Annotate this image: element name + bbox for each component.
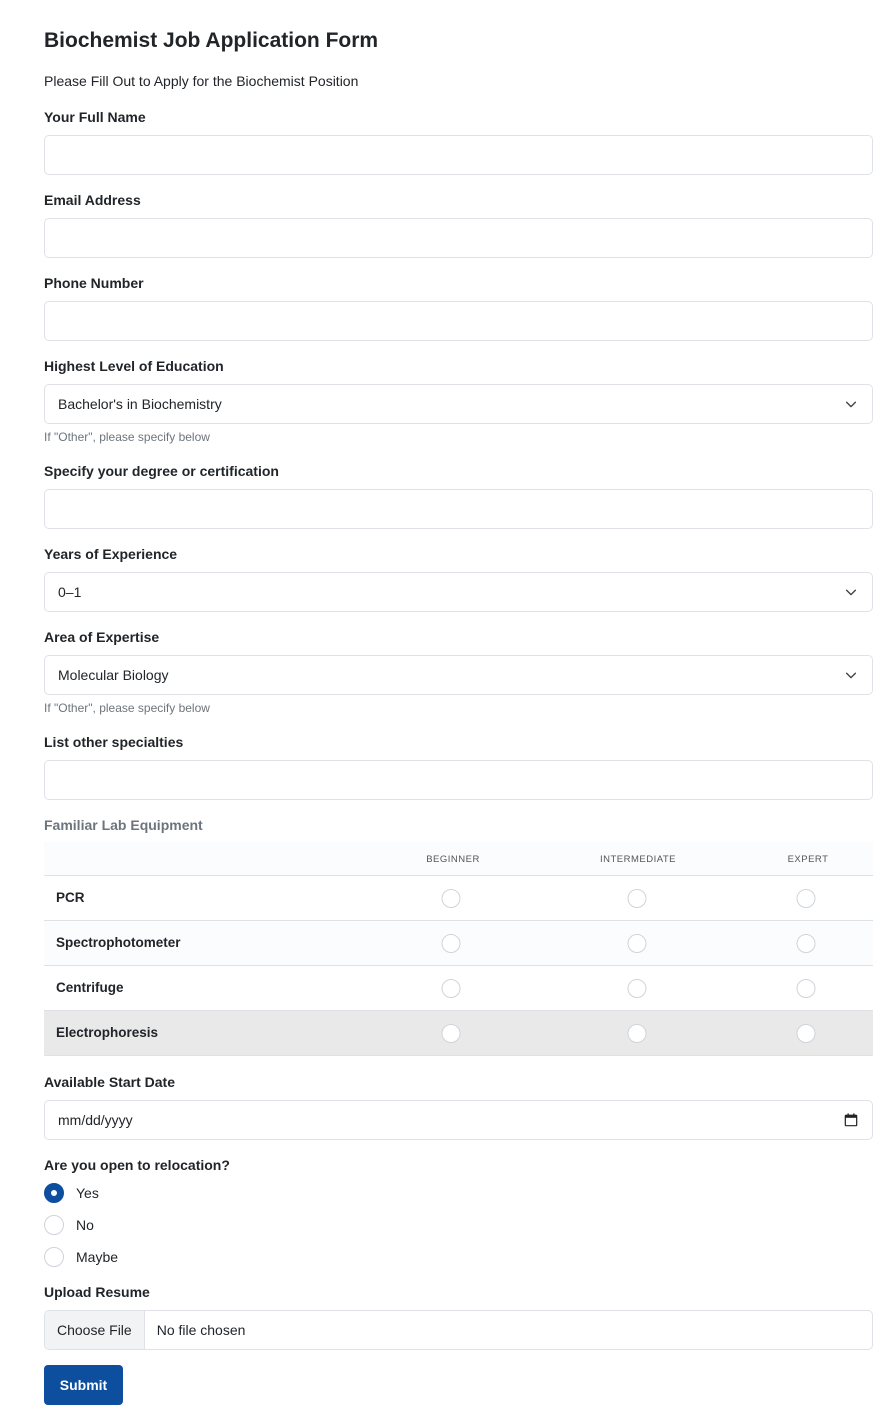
education-label: Highest Level of Education [44, 358, 224, 374]
pcr-expert-radio[interactable] [797, 889, 816, 908]
expertise-label: Area of Expertise [44, 629, 160, 645]
option-label: No [76, 1217, 94, 1233]
page-title: Biochemist Job Application Form [44, 29, 379, 52]
row-label: Spectrophotometer [56, 935, 181, 950]
matrix-row-pcr [44, 876, 873, 921]
centrifuge-beginner-radio[interactable] [442, 979, 461, 998]
electrophoresis-expert-radio[interactable] [797, 1024, 816, 1043]
degree-other-input[interactable] [44, 489, 873, 529]
relocation-no-radio[interactable] [44, 1215, 64, 1235]
full-name-input[interactable] [44, 135, 873, 175]
row-label: PCR [56, 890, 85, 905]
expertise-selected-value: Molecular Biology [58, 667, 169, 683]
matrix-row-centrifuge [44, 966, 873, 1011]
chevron-down-icon [844, 397, 858, 411]
form-subtitle: Please Fill Out to Apply for the Biochemist Position [44, 73, 359, 89]
relocation-option-no[interactable] [44, 1214, 244, 1236]
phone-input[interactable] [44, 301, 873, 341]
education-help-text: If "Other", please specify below [44, 430, 210, 444]
pcr-intermediate-radio[interactable] [628, 889, 647, 908]
file-status: No file chosen [156, 1322, 246, 1338]
experience-label: Years of Experience [44, 546, 178, 562]
relocation-option-maybe[interactable] [44, 1246, 244, 1268]
start-date-input[interactable] [44, 1100, 873, 1140]
start-date-label: Available Start Date [44, 1074, 175, 1090]
electrophoresis-beginner-radio[interactable] [442, 1024, 461, 1043]
other-specialties-input[interactable] [44, 760, 873, 800]
calendar-icon[interactable] [844, 1113, 858, 1127]
education-select[interactable] [44, 384, 873, 424]
col-expert: EXPERT [787, 854, 829, 865]
start-date-placeholder: mm/dd/yyyy [58, 1112, 133, 1128]
col-intermediate: INTERMEDIATE [599, 854, 677, 865]
matrix-header [44, 842, 873, 876]
resume-file-input[interactable] [44, 1310, 873, 1350]
centrifuge-expert-radio[interactable] [797, 979, 816, 998]
relocation-yes-radio[interactable] [44, 1183, 64, 1203]
spectrophotometer-intermediate-radio[interactable] [628, 934, 647, 953]
relocation-option-yes[interactable] [44, 1182, 244, 1204]
phone-label: Phone Number [44, 275, 144, 291]
spectrophotometer-beginner-radio[interactable] [442, 934, 461, 953]
electrophoresis-intermediate-radio[interactable] [628, 1024, 647, 1043]
other-specialties-label: List other specialties [44, 734, 184, 750]
pcr-beginner-radio[interactable] [442, 889, 461, 908]
experience-select[interactable] [44, 572, 873, 612]
relocation-label: Are you open to relocation? [44, 1157, 230, 1173]
matrix-row-electrophoresis [44, 1011, 873, 1056]
email-label: Email Address [44, 192, 141, 208]
col-beginner: BEGINNER [426, 854, 480, 865]
resume-label: Upload Resume [44, 1284, 150, 1300]
row-label: Centrifuge [56, 980, 124, 995]
matrix-row-spectrophotometer [44, 921, 873, 966]
degree-other-label: Specify your degree or certification [44, 463, 279, 479]
full-name-label: Your Full Name [44, 109, 146, 125]
spectrophotometer-expert-radio[interactable] [797, 934, 816, 953]
option-label: Maybe [76, 1249, 119, 1265]
expertise-help-text: If "Other", please specify below [44, 701, 210, 715]
chevron-down-icon [844, 668, 858, 682]
chevron-down-icon [844, 585, 858, 599]
education-selected-value: Bachelor's in Biochemistry [58, 396, 222, 412]
option-label: Yes [76, 1185, 99, 1201]
expertise-select[interactable] [44, 655, 873, 695]
relocation-maybe-radio[interactable] [44, 1247, 64, 1267]
email-input[interactable] [44, 218, 873, 258]
row-label: Electrophoresis [56, 1025, 159, 1040]
choose-file-button[interactable]: Choose File [45, 1311, 145, 1349]
equipment-label: Familiar Lab Equipment [44, 817, 203, 833]
experience-selected-value: 0–1 [58, 584, 82, 600]
centrifuge-intermediate-radio[interactable] [628, 979, 647, 998]
submit-button[interactable]: Submit [44, 1365, 123, 1405]
